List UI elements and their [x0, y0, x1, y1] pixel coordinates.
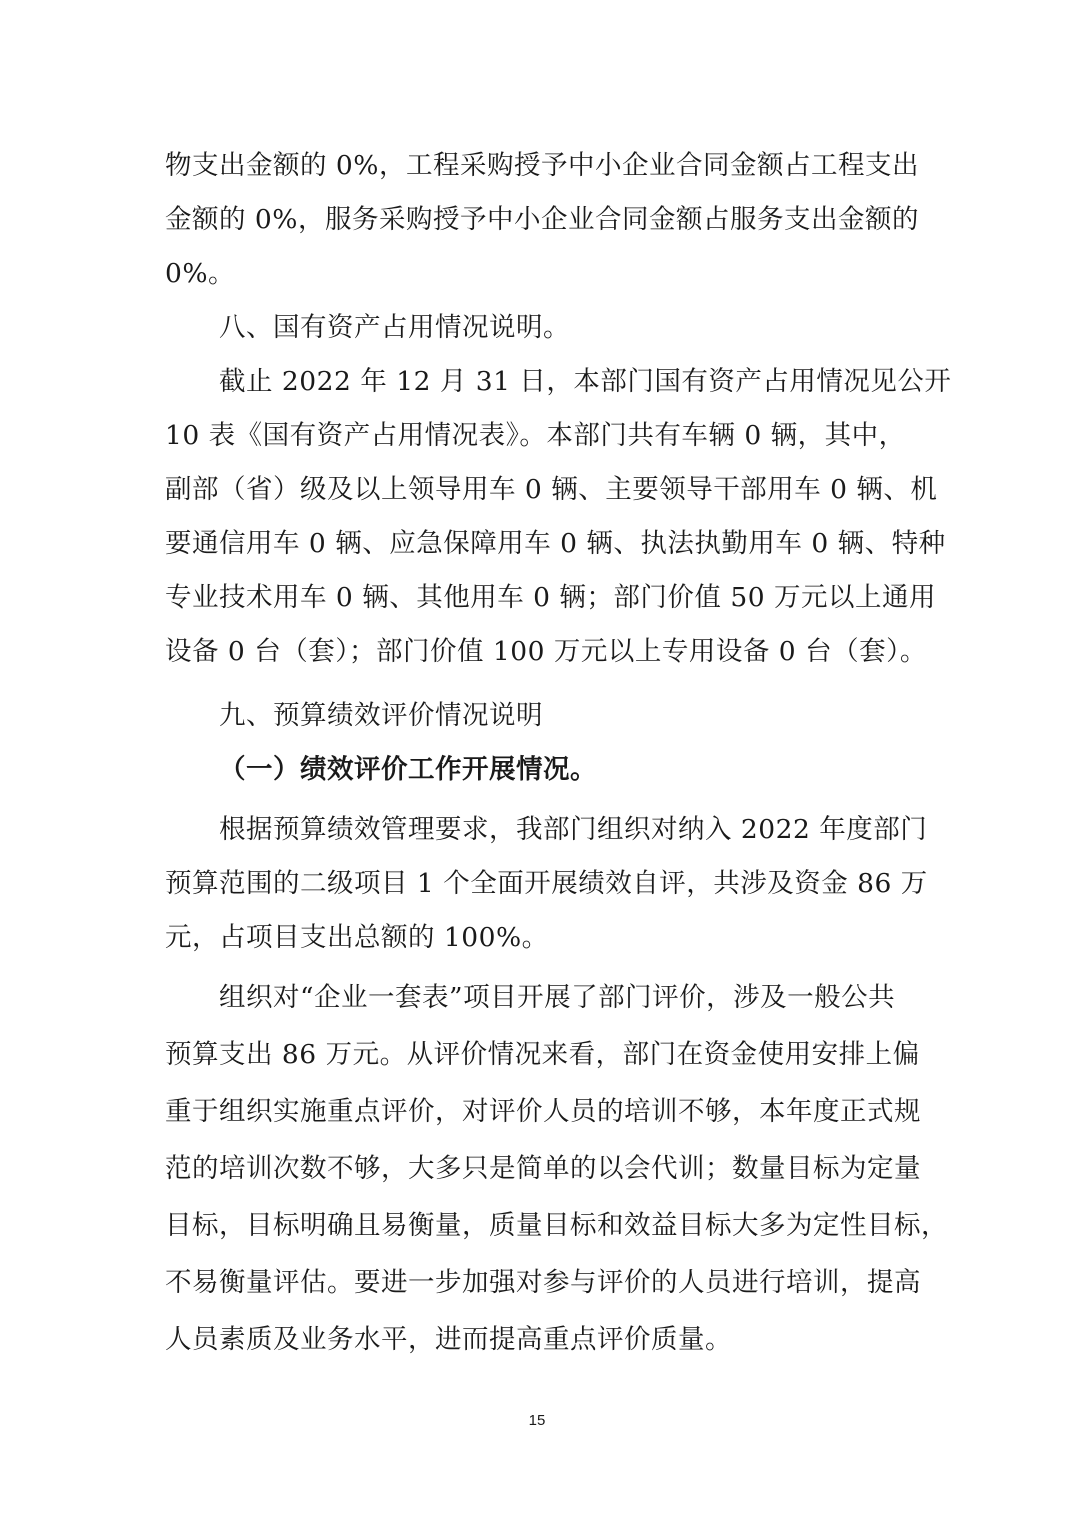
body-text-line: 目标，目标明确且易衡量，质量目标和效益目标大多为定性目标，: [165, 1210, 948, 1241]
body-text-line: 根据预算绩效管理要求，我部门组织对纳入 2022 年度部门: [219, 814, 928, 845]
body-text-line: 不易衡量评估。要进一步加强对参与评价的人员进行培训，提高: [165, 1267, 921, 1298]
page-number: 15: [528, 1412, 546, 1429]
body-text-line: 预算支出 86 万元。从评价情况来看，部门在资金使用安排上偏: [165, 1039, 920, 1070]
body-text-line: 10 表《国有资产占用情况表》。本部门共有车辆 0 辆，其中，: [165, 420, 906, 451]
body-text-line: 范的培训次数不够，大多只是简单的以会代训；数量目标为定量: [165, 1153, 921, 1184]
section-heading-8: 八、国有资产占用情况说明。: [219, 312, 570, 343]
body-text-line: 0%。: [165, 258, 236, 289]
body-text-line: 截止 2022 年 12 月 31 日，本部门国有资产占用情况见公开: [219, 366, 952, 397]
body-text-line: 重于组织实施重点评价，对评价人员的培训不够，本年度正式规: [165, 1096, 921, 1127]
body-text-line: 要通信用车 0 辆、应急保障用车 0 辆、执法执勤用车 0 辆、特种: [165, 528, 946, 559]
body-text-line: 人员素质及业务水平，进而提高重点评价质量。: [165, 1324, 732, 1355]
body-text-line: 设备 0 台（套）；部门价值 100 万元以上专用设备 0 台（套）。: [165, 636, 927, 667]
body-text-line: 专业技术用车 0 辆、其他用车 0 辆；部门价值 50 万元以上通用: [165, 582, 936, 613]
body-text-line: 预算范围的二级项目 1 个全面开展绩效自评，共涉及资金 86 万: [165, 868, 928, 899]
body-text-line: 组织对“企业一套表”项目开展了部门评价，涉及一般公共: [219, 982, 896, 1013]
body-text-line: 物支出金额的 0%，工程采购授予中小企业合同金额占工程支出: [165, 150, 919, 181]
body-text-line: 副部（省）级及以上领导用车 0 辆、主要领导干部用车 0 辆、机: [165, 474, 938, 505]
subsection-heading-1: （一）绩效评价工作开展情况。: [219, 754, 597, 785]
body-text-line: 金额的 0%，服务采购授予中小企业合同金额占服务支出金额的: [165, 204, 919, 235]
section-heading-9: 九、预算绩效评价情况说明: [219, 700, 543, 731]
body-text-line: 元，占项目支出总额的 100%。: [165, 922, 549, 953]
